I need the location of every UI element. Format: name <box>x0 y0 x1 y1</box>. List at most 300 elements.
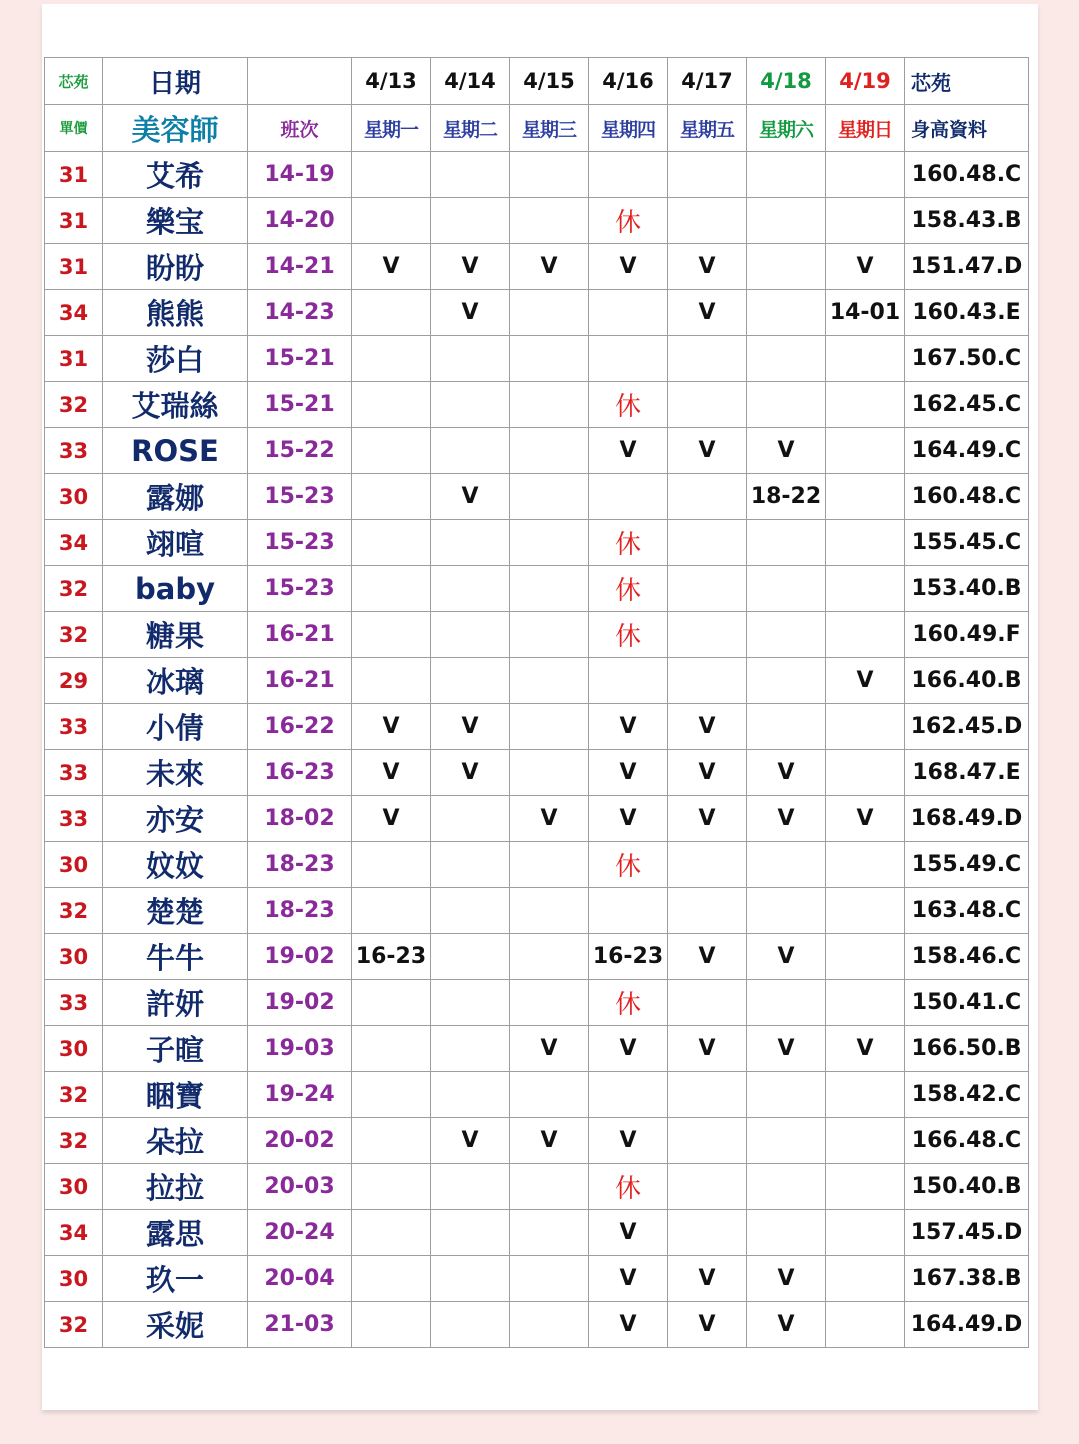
day-cell-sun <box>826 152 905 198</box>
day-cell-wed <box>510 842 589 888</box>
shift-cell: 19-24 <box>248 1072 352 1118</box>
day-cell-sat: V <box>747 1256 826 1302</box>
table-row <box>45 1210 1029 1256</box>
day-cell-mon <box>352 290 431 336</box>
day-cell-fri <box>668 198 747 244</box>
table-row <box>45 980 1029 1026</box>
height-info-cell: 164.49.C <box>905 428 1029 474</box>
day-cell-fri: V <box>668 244 747 290</box>
day-cell-sat <box>747 198 826 244</box>
day-cell-fri <box>668 1118 747 1164</box>
day-cell-sun <box>826 1164 905 1210</box>
stylist-name-cell: 小倩 <box>103 704 248 750</box>
day-cell-sun <box>826 1256 905 1302</box>
shift-cell: 15-21 <box>248 336 352 382</box>
day-cell-mon <box>352 888 431 934</box>
height-info-cell: 158.43.B <box>905 198 1029 244</box>
table-row <box>45 382 1029 428</box>
day-cell-sun <box>826 198 905 244</box>
shift-cell: 20-24 <box>248 1210 352 1256</box>
day-cell-sun <box>826 704 905 750</box>
day-cell-wed <box>510 1210 589 1256</box>
day-cell-sun: V <box>826 658 905 704</box>
day-cell-sun <box>826 474 905 520</box>
day-cell-tue <box>431 1210 510 1256</box>
day-cell-sat <box>747 152 826 198</box>
day-cell-fri: V <box>668 1302 747 1348</box>
day-cell-fri: V <box>668 428 747 474</box>
day-cell-tue: V <box>431 1118 510 1164</box>
stylist-name-cell: 許妍 <box>103 980 248 1026</box>
day-cell-wed <box>510 198 589 244</box>
day-cell-sat <box>747 658 826 704</box>
date-header-sat: 4/18 <box>747 58 826 105</box>
height-info-cell: 166.48.C <box>905 1118 1029 1164</box>
day-cell-tue <box>431 934 510 980</box>
day-cell-wed <box>510 1164 589 1210</box>
day-cell-mon <box>352 1210 431 1256</box>
day-cell-thu: 休 <box>589 520 668 566</box>
day-cell-fri: V <box>668 796 747 842</box>
day-cell-thu: V <box>589 1302 668 1348</box>
day-cell-tue <box>431 1164 510 1210</box>
day-cell-thu: 休 <box>589 566 668 612</box>
day-cell-wed <box>510 888 589 934</box>
day-cell-thu: V <box>589 750 668 796</box>
shift-cell: 14-21 <box>248 244 352 290</box>
day-cell-thu: 休 <box>589 612 668 658</box>
day-cell-sat: V <box>747 428 826 474</box>
day-cell-wed <box>510 658 589 704</box>
day-cell-thu: 休 <box>589 198 668 244</box>
day-cell-fri <box>668 474 747 520</box>
height-info-header: 身高資料 <box>905 105 1029 152</box>
day-cell-wed <box>510 612 589 658</box>
table-row <box>45 750 1029 796</box>
height-info-cell: 153.40.B <box>905 566 1029 612</box>
day-cell-sun <box>826 1118 905 1164</box>
stylist-name-cell: baby <box>103 566 248 612</box>
table-row <box>45 842 1029 888</box>
stylist-name-cell: 楚楚 <box>103 888 248 934</box>
day-cell-sat <box>747 336 826 382</box>
empty-header-cell <box>248 58 352 105</box>
day-cell-thu <box>589 290 668 336</box>
day-cell-sat <box>747 704 826 750</box>
stylist-name-cell: 熊熊 <box>103 290 248 336</box>
day-cell-tue <box>431 152 510 198</box>
shift-cell: 19-03 <box>248 1026 352 1072</box>
height-info-cell: 167.50.C <box>905 336 1029 382</box>
day-cell-fri <box>668 612 747 658</box>
price-cell: 33 <box>45 980 103 1026</box>
shift-cell: 16-21 <box>248 658 352 704</box>
day-cell-tue <box>431 980 510 1026</box>
day-cell-mon: V <box>352 244 431 290</box>
price-cell: 32 <box>45 1118 103 1164</box>
stylist-name-cell: 冰璃 <box>103 658 248 704</box>
day-cell-tue <box>431 658 510 704</box>
day-cell-mon <box>352 1026 431 1072</box>
day-cell-sun <box>826 336 905 382</box>
shift-cell: 21-03 <box>248 1302 352 1348</box>
day-cell-wed: V <box>510 244 589 290</box>
day-cell-sat <box>747 612 826 658</box>
day-cell-thu <box>589 888 668 934</box>
stylist-name-cell: ROSE <box>103 428 248 474</box>
stylist-name-cell: 拉拉 <box>103 1164 248 1210</box>
stylist-name-cell: 玖一 <box>103 1256 248 1302</box>
day-cell-mon <box>352 566 431 612</box>
price-cell: 33 <box>45 428 103 474</box>
day-cell-mon <box>352 474 431 520</box>
schedule-table <box>44 57 1029 1348</box>
stylist-name-cell: 糖果 <box>103 612 248 658</box>
price-cell: 34 <box>45 520 103 566</box>
stylist-name-cell: 露思 <box>103 1210 248 1256</box>
table-row <box>45 198 1029 244</box>
height-info-cell: 155.45.C <box>905 520 1029 566</box>
day-cell-sun: V <box>826 1026 905 1072</box>
day-cell-sun <box>826 520 905 566</box>
day-cell-thu: 休 <box>589 842 668 888</box>
day-cell-wed <box>510 704 589 750</box>
stylist-name-cell: 莎白 <box>103 336 248 382</box>
shift-cell: 16-22 <box>248 704 352 750</box>
table-row <box>45 474 1029 520</box>
day-cell-mon: 16-23 <box>352 934 431 980</box>
day-cell-mon <box>352 658 431 704</box>
weekday-header-sun: 星期日 <box>826 105 905 152</box>
date-header-mon: 4/13 <box>352 58 431 105</box>
day-cell-mon <box>352 382 431 428</box>
day-cell-mon <box>352 428 431 474</box>
day-cell-sat: V <box>747 1026 826 1072</box>
stylist-name-cell: 亦安 <box>103 796 248 842</box>
day-cell-sun <box>826 382 905 428</box>
price-cell: 30 <box>45 934 103 980</box>
day-cell-thu: 16-23 <box>589 934 668 980</box>
day-cell-mon <box>352 1302 431 1348</box>
day-cell-thu: V <box>589 796 668 842</box>
price-cell: 32 <box>45 1072 103 1118</box>
date-header-wed: 4/15 <box>510 58 589 105</box>
price-cell: 31 <box>45 244 103 290</box>
price-cell: 30 <box>45 1026 103 1072</box>
day-cell-sat <box>747 382 826 428</box>
price-cell: 30 <box>45 474 103 520</box>
shift-cell: 19-02 <box>248 934 352 980</box>
stylist-name-cell: 采妮 <box>103 1302 248 1348</box>
height-info-cell: 160.43.E <box>905 290 1029 336</box>
table-row <box>45 658 1029 704</box>
price-cell: 31 <box>45 198 103 244</box>
height-info-cell: 150.41.C <box>905 980 1029 1026</box>
shift-cell: 16-21 <box>248 612 352 658</box>
day-cell-wed <box>510 1072 589 1118</box>
stylist-name-cell: 朵拉 <box>103 1118 248 1164</box>
weekday-header-sat: 星期六 <box>747 105 826 152</box>
day-cell-fri <box>668 842 747 888</box>
day-cell-mon <box>352 336 431 382</box>
day-cell-mon <box>352 152 431 198</box>
day-cell-sat: V <box>747 934 826 980</box>
day-cell-mon <box>352 612 431 658</box>
stylist-name-cell: 睏寶 <box>103 1072 248 1118</box>
day-cell-wed <box>510 1256 589 1302</box>
day-cell-wed <box>510 980 589 1026</box>
day-cell-fri <box>668 1164 747 1210</box>
day-cell-mon <box>352 1164 431 1210</box>
stylist-name-cell: 子暄 <box>103 1026 248 1072</box>
stylist-name-cell: 露娜 <box>103 474 248 520</box>
day-cell-sun: 14-01 <box>826 290 905 336</box>
shift-cell: 15-21 <box>248 382 352 428</box>
shift-header: 班次 <box>248 105 352 152</box>
day-cell-mon <box>352 842 431 888</box>
day-cell-tue <box>431 1302 510 1348</box>
price-cell: 32 <box>45 612 103 658</box>
day-cell-tue <box>431 1026 510 1072</box>
table-row <box>45 704 1029 750</box>
day-cell-tue <box>431 612 510 658</box>
day-cell-thu: V <box>589 1256 668 1302</box>
table-row <box>45 1164 1029 1210</box>
day-cell-thu <box>589 1072 668 1118</box>
height-info-cell: 163.48.C <box>905 888 1029 934</box>
shift-cell: 20-04 <box>248 1256 352 1302</box>
height-info-cell: 168.49.D <box>905 796 1029 842</box>
day-cell-sun <box>826 750 905 796</box>
price-cell: 34 <box>45 1210 103 1256</box>
day-cell-sat <box>747 520 826 566</box>
stylist-header: 美容師 <box>103 105 248 152</box>
price-cell: 30 <box>45 842 103 888</box>
day-cell-thu: 休 <box>589 1164 668 1210</box>
stylist-name-cell: 翊喧 <box>103 520 248 566</box>
date-header-sun: 4/19 <box>826 58 905 105</box>
day-cell-sat <box>747 1210 826 1256</box>
day-cell-fri: V <box>668 1026 747 1072</box>
day-cell-wed <box>510 290 589 336</box>
day-cell-tue <box>431 382 510 428</box>
stylist-name-cell: 妏妏 <box>103 842 248 888</box>
day-cell-sat <box>747 566 826 612</box>
day-cell-tue <box>431 428 510 474</box>
day-cell-fri <box>668 1072 747 1118</box>
day-cell-sun <box>826 888 905 934</box>
day-cell-sun <box>826 1210 905 1256</box>
day-cell-sat: 18-22 <box>747 474 826 520</box>
day-cell-tue: V <box>431 750 510 796</box>
table-row <box>45 428 1029 474</box>
height-info-cell: 164.49.D <box>905 1302 1029 1348</box>
height-info-cell: 158.46.C <box>905 934 1029 980</box>
day-cell-thu: 休 <box>589 980 668 1026</box>
height-info-cell: 166.40.B <box>905 658 1029 704</box>
day-cell-thu: 休 <box>589 382 668 428</box>
day-cell-wed: V <box>510 1118 589 1164</box>
price-cell: 29 <box>45 658 103 704</box>
day-cell-tue <box>431 842 510 888</box>
day-cell-tue: V <box>431 474 510 520</box>
price-cell: 31 <box>45 336 103 382</box>
height-info-cell: 162.45.D <box>905 704 1029 750</box>
day-cell-sat <box>747 1072 826 1118</box>
date-header-fri: 4/17 <box>668 58 747 105</box>
day-cell-fri <box>668 1210 747 1256</box>
day-cell-sun <box>826 566 905 612</box>
shift-cell: 18-23 <box>248 888 352 934</box>
day-cell-wed: V <box>510 1026 589 1072</box>
day-cell-fri: V <box>668 290 747 336</box>
date-label: 日期 <box>103 58 248 105</box>
day-cell-wed <box>510 750 589 796</box>
price-cell: 30 <box>45 1164 103 1210</box>
brand-label: 芯苑 <box>45 58 103 105</box>
shift-cell: 14-19 <box>248 152 352 198</box>
day-cell-mon: V <box>352 796 431 842</box>
day-cell-thu: V <box>589 244 668 290</box>
day-cell-thu <box>589 152 668 198</box>
price-cell: 33 <box>45 750 103 796</box>
height-info-cell: 166.50.B <box>905 1026 1029 1072</box>
height-info-cell: 157.45.D <box>905 1210 1029 1256</box>
table-row <box>45 336 1029 382</box>
day-cell-wed <box>510 152 589 198</box>
day-cell-tue <box>431 796 510 842</box>
table-row <box>45 566 1029 612</box>
day-cell-thu <box>589 658 668 704</box>
table-row <box>45 290 1029 336</box>
day-cell-thu: V <box>589 1118 668 1164</box>
table-row <box>45 1118 1029 1164</box>
day-cell-mon <box>352 980 431 1026</box>
day-cell-sun <box>826 842 905 888</box>
day-cell-wed <box>510 566 589 612</box>
shift-cell: 18-23 <box>248 842 352 888</box>
weekday-header-wed: 星期三 <box>510 105 589 152</box>
price-cell: 32 <box>45 382 103 428</box>
table-row <box>45 934 1029 980</box>
day-cell-tue <box>431 198 510 244</box>
header-row-dates <box>45 58 1029 105</box>
day-cell-tue <box>431 1072 510 1118</box>
day-cell-tue <box>431 520 510 566</box>
day-cell-fri <box>668 382 747 428</box>
shift-cell: 15-23 <box>248 474 352 520</box>
height-info-cell: 160.49.F <box>905 612 1029 658</box>
day-cell-thu: V <box>589 428 668 474</box>
day-cell-sat <box>747 1118 826 1164</box>
shift-cell: 14-20 <box>248 198 352 244</box>
day-cell-fri <box>668 336 747 382</box>
date-header-thu: 4/16 <box>589 58 668 105</box>
day-cell-tue <box>431 1256 510 1302</box>
shift-cell: 19-02 <box>248 980 352 1026</box>
day-cell-sat <box>747 888 826 934</box>
price-cell: 30 <box>45 1256 103 1302</box>
day-cell-sat <box>747 1164 826 1210</box>
shift-cell: 15-22 <box>248 428 352 474</box>
height-info-cell: 150.40.B <box>905 1164 1029 1210</box>
day-cell-wed <box>510 934 589 980</box>
day-cell-tue <box>431 566 510 612</box>
day-cell-sun <box>826 612 905 658</box>
height-info-cell: 158.42.C <box>905 1072 1029 1118</box>
day-cell-tue: V <box>431 704 510 750</box>
height-info-cell: 162.45.C <box>905 382 1029 428</box>
table-row <box>45 888 1029 934</box>
day-cell-fri <box>668 980 747 1026</box>
day-cell-wed <box>510 474 589 520</box>
day-cell-mon <box>352 520 431 566</box>
stylist-name-cell: 牛牛 <box>103 934 248 980</box>
day-cell-sat: V <box>747 1302 826 1348</box>
table-row <box>45 1256 1029 1302</box>
height-info-cell: 160.48.C <box>905 152 1029 198</box>
day-cell-fri <box>668 888 747 934</box>
day-cell-mon <box>352 1118 431 1164</box>
shift-cell: 16-23 <box>248 750 352 796</box>
date-header-tue: 4/14 <box>431 58 510 105</box>
weekday-header-mon: 星期一 <box>352 105 431 152</box>
day-cell-fri <box>668 566 747 612</box>
table-row <box>45 612 1029 658</box>
day-cell-sun <box>826 1302 905 1348</box>
height-info-cell: 151.47.D <box>905 244 1029 290</box>
day-cell-sat: V <box>747 796 826 842</box>
shift-cell: 20-02 <box>248 1118 352 1164</box>
price-header: 單價 <box>45 105 103 152</box>
shift-cell: 15-23 <box>248 566 352 612</box>
day-cell-sat <box>747 290 826 336</box>
table-row <box>45 244 1029 290</box>
table-row <box>45 152 1029 198</box>
height-info-cell: 160.48.C <box>905 474 1029 520</box>
day-cell-mon <box>352 198 431 244</box>
day-cell-tue <box>431 888 510 934</box>
day-cell-sat <box>747 980 826 1026</box>
day-cell-sun <box>826 934 905 980</box>
day-cell-tue: V <box>431 244 510 290</box>
weekday-header-tue: 星期二 <box>431 105 510 152</box>
table-row <box>45 1072 1029 1118</box>
day-cell-thu: V <box>589 704 668 750</box>
day-cell-fri: V <box>668 750 747 796</box>
height-info-cell: 167.38.B <box>905 1256 1029 1302</box>
day-cell-thu: V <box>589 1210 668 1256</box>
day-cell-sun: V <box>826 796 905 842</box>
shift-cell: 20-03 <box>248 1164 352 1210</box>
height-info-cell: 168.47.E <box>905 750 1029 796</box>
header-row-weekdays <box>45 105 1029 152</box>
shift-cell: 14-23 <box>248 290 352 336</box>
day-cell-fri <box>668 520 747 566</box>
stylist-name-cell: 盼盼 <box>103 244 248 290</box>
day-cell-wed: V <box>510 796 589 842</box>
day-cell-wed <box>510 428 589 474</box>
day-cell-sun <box>826 980 905 1026</box>
day-cell-wed <box>510 1302 589 1348</box>
price-cell: 32 <box>45 566 103 612</box>
day-cell-mon: V <box>352 750 431 796</box>
price-cell: 32 <box>45 888 103 934</box>
table-row <box>45 1026 1029 1072</box>
day-cell-thu <box>589 474 668 520</box>
price-cell: 32 <box>45 1302 103 1348</box>
day-cell-fri: V <box>668 1256 747 1302</box>
